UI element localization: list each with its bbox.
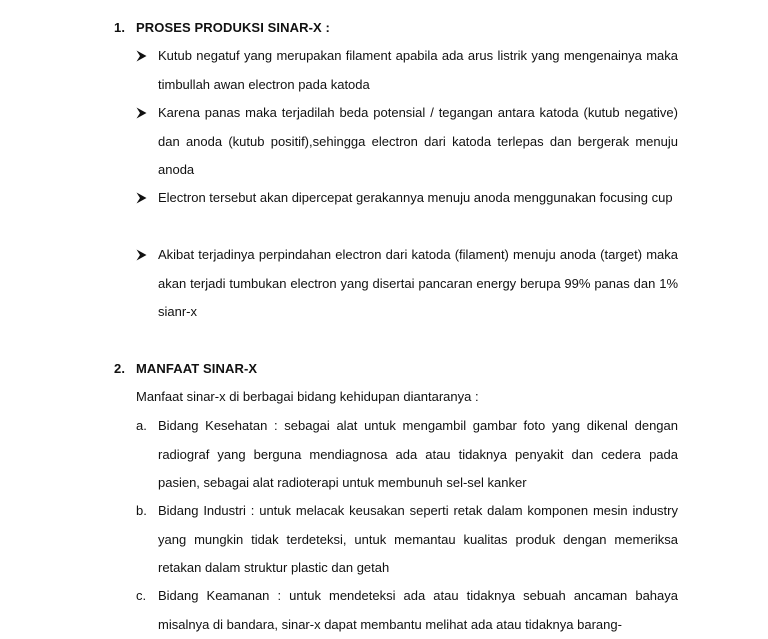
section-1-number: 1. <box>114 20 126 35</box>
section-2-number: 2. <box>114 361 126 376</box>
item-marker: a. <box>136 418 147 433</box>
arrow-bullet-icon <box>136 42 156 62</box>
section-2-heading <box>114 361 257 376</box>
item-text: Bidang Keamanan : untuk mendeteksi ada atau tidaknya sebuah ancaman bahaya misalnya di bandara, sinar-x dapat membantu melihat ada atau tidaknya barang- <box>158 588 678 632</box>
section-1-bullet-4 <box>136 241 678 327</box>
bullet-text: Karena panas maka terjadilah beda potensial / tegangan antara katoda (kutub negative) dan anoda (kutub positif),sehingga electron dari katoda terlepas dan bergerak menuju anoda <box>158 105 678 177</box>
bullet-text: Kutub negatuf yang merupakan filament apabila ada arus listrik yang mengenainya maka timbullah awan electron pada katoda <box>158 48 678 92</box>
item-text: Bidang Kesehatan : sebagai alat untuk mengambil gambar foto yang dikenal dengan radiograf yang berguna mendiagnosa ada atau tidaknya penyakit dan cedera pada pasien, sebagai alat radioterapi untuk membunuh sel-sel kanker <box>158 418 678 490</box>
section-1-bullet-2 <box>136 99 678 185</box>
arrow-bullet-icon <box>136 241 156 261</box>
item-text: Bidang Industri : untuk melacak keusakan seperti retak dalam komponen mesin industry yang mungkin tidak terdeteksi, untuk memantau kualitas produk dengan memeriksa retakan dalam struktur plastic dan getah <box>158 503 678 575</box>
bullet-text: Akibat terjadinya perpindahan electron dari katoda (filament) menuju anoda (target) maka akan terjadi tumbukan electron yang disertai pancaran energy berupa 99% panas dan 1% sianr-x <box>158 247 678 319</box>
bullet-text: Electron tersebut akan dipercepat gerakannya menuju anoda menggunakan focusing cup <box>158 190 673 205</box>
section-1-title: PROSES PRODUKSI SINAR-X : <box>136 20 330 35</box>
section-2-item-b <box>136 497 678 583</box>
section-2-item-a <box>136 412 678 498</box>
section-1-heading <box>114 20 330 35</box>
section-2-title: MANFAAT SINAR-X <box>136 361 258 376</box>
item-marker: b. <box>136 503 147 518</box>
arrow-bullet-icon <box>136 184 156 204</box>
item-marker: c. <box>136 588 147 603</box>
section-2-item-c <box>136 582 678 639</box>
section-2-intro: Manfaat sinar-x di berbagai bidang kehidupan diantaranya : <box>136 389 479 404</box>
arrow-bullet-icon <box>136 99 156 119</box>
section-1-bullet-1 <box>136 42 678 99</box>
section-1-bullet-3 <box>136 184 678 213</box>
